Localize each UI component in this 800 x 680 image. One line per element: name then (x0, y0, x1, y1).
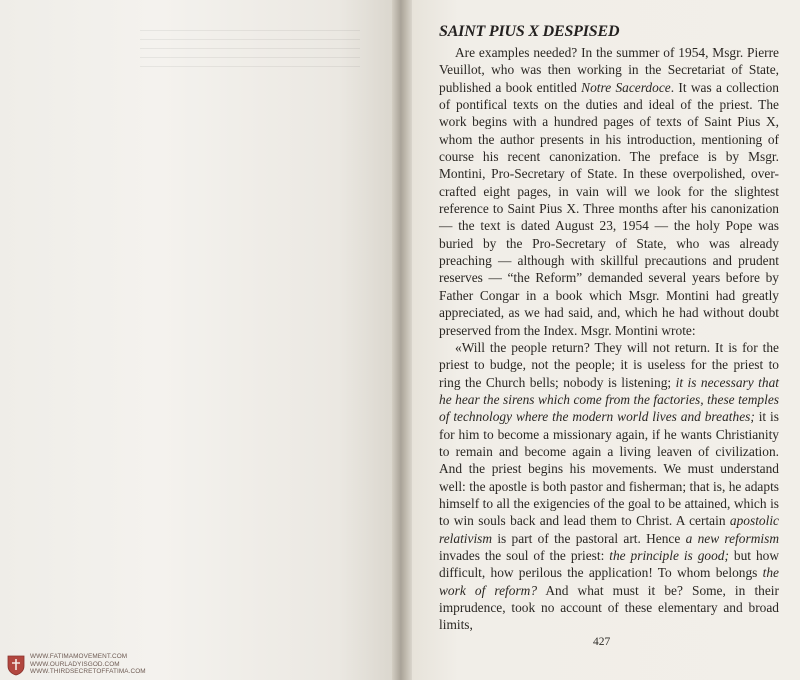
page-number: 427 (593, 636, 611, 648)
watermark-lines (30, 653, 146, 676)
left-page-blank (0, 0, 398, 680)
paragraph (439, 339, 779, 634)
seal-icon (6, 654, 26, 676)
italic-run: the work of reform? (439, 565, 779, 598)
text-run: And what must it be? Some, in their imprudence, took no account of these elementary and broad limits, (439, 582, 779, 633)
text-run: «Will the people return? They will not return. It is for the priest to budge, not the people; it is useless for the priest to ring the Church bells; nobody is listening; (439, 339, 779, 390)
book-gutter (392, 0, 414, 680)
page-text-block (439, 22, 779, 634)
text-run: Are examples needed? In the summer of 1954, Msgr. Pierre Veuillot, who was then working in the Secretariat of State, published a book entitled (439, 45, 779, 95)
italic-run: the principle is good; (609, 547, 729, 563)
watermark-url: WWW.OURLADYISGOD.COM (30, 660, 120, 668)
text-run: . It was a collection of pontifical texts on the duties and ideal of the priest. The work begins with a hundred pages of texts of Saint Pius X, whom the author presents in his introduction, mentioning of course his recent canonization. The preface is by Msgr. Montini, Pro-Secretary of State. In these overpolished, over-crafted eight pages, in vain will we look for the slightest reference to Saint Pius X. Three months after his canonization — the text is dated August 23, 1954 — the holy Pope was buried by the Pro-Secretary of State, who was already preaching — although with skillful precautions and prudent reserves — “the Reform” demanded several years before by Father Congar in a book which Msgr. Montini had greatly appreciated, as we had said, and, which he had without doubt preserved from the Index. Msgr. Montini wrote: (439, 79, 779, 338)
text-run: is part of the pastoral art. Hence (492, 530, 686, 546)
italic-run: Notre Sacerdoce (581, 79, 671, 95)
text-run: but how difficult, how perilous the application! To whom belongs (439, 547, 780, 581)
site-watermark (6, 653, 206, 677)
italic-run: it is necessary that he hear the sirens which come from the factories, these temples of technology where the modern world lives and breathes; (439, 374, 779, 425)
paragraph (439, 44, 779, 339)
italic-run: apostolic relativism (439, 513, 779, 546)
text-run: invades the soul of the priest: (439, 547, 610, 563)
section-heading: SAINT PIUS X DESPISED (439, 23, 620, 40)
text-run: it is for him to become a missionary again, if he wants Christianity to remain and become again a living leaven of civilization. And the priest begins his movements. We must understand well: the apostle is both pastor and fisherman; that is, he adapts himself to all the exigencies of the goal to be attained, which is to win souls back and lead them to Christ. A certain (439, 409, 779, 529)
watermark-url: WWW.FATIMAMOVEMENT.COM (30, 653, 128, 660)
show-through-text (140, 30, 360, 70)
watermark-url: WWW.THIRDSECRETOFFATIMA.COM (30, 668, 146, 676)
italic-run: a new reformism (685, 530, 779, 546)
